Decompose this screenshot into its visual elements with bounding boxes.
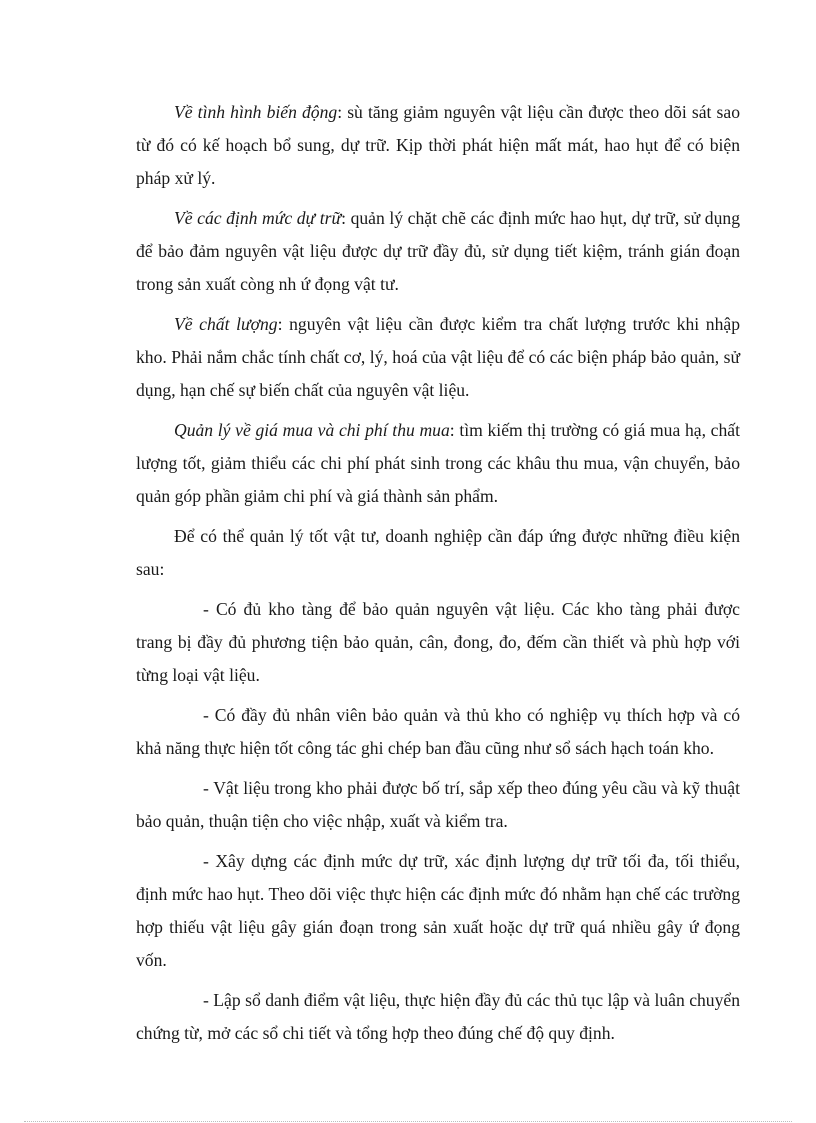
paragraph-lead: Về chất lượng (174, 314, 278, 334)
condition-item-norms: - Xây dựng các định mức dự trữ, xác định lượng dự trữ tối đa, tối thiểu, định mức hao hụt. Theo dõi việc thực hiện các định mức đó nhằm hạn chế các trường hợp thiếu vật liệu gây gián đoạn trong sản xuất hoặc dự trữ quá nhiều gây ứ đọng vốn. (136, 851, 740, 970)
condition-item-storage: - Có đủ kho tàng để bảo quản nguyên vật liệu. Các kho tàng phải được trang bị đầy đủ phương tiện bảo quản, cân, đong, đo, đếm cần thiết và phù hợp với từng loại vật liệu. (136, 599, 740, 685)
page-bottom-rule (24, 1121, 792, 1122)
document-page (136, 96, 740, 1057)
paragraph-conditions-intro (136, 520, 740, 586)
condition-item-staff: - Có đầy đủ nhân viên bảo quản và thủ kho có nghiệp vụ thích hợp và có khả năng thực hiện tốt công tác ghi chép ban đầu cũng như sổ sách hạch toán kho. (136, 705, 740, 758)
paragraph-inventory-movement (136, 96, 740, 195)
paragraph-text: : quản lý chặt chẽ các định mức hao hụt, dự trữ, sử dụng để bảo đảm nguyên vật liệu được dự trữ đầy đủ, sử dụng tiết kiệm, tránh gián đoạn trong sản xuất còng nh ứ đọng vật tư. (136, 208, 740, 294)
paragraph-text: Để có thể quản lý tốt vật tư, doanh nghiệp cần đáp ứng được những điều kiện sau: (136, 526, 740, 579)
paragraph-text: : tìm kiếm thị trường có giá mua hạ, chất lượng tốt, giảm thiểu các chi phí phát sinh trong các khâu thu mua, vận chuyển, bảo quản góp phần giảm chi phí và giá thành sản phẩm. (136, 420, 740, 506)
paragraph-quality (136, 308, 740, 407)
paragraph-reserve-norms (136, 202, 740, 301)
condition-item-arrangement: - Vật liệu trong kho phải được bố trí, sắp xếp theo đúng yêu cầu và kỹ thuật bảo quản, thuận tiện cho việc nhập, xuất và kiểm tra. (136, 778, 740, 831)
paragraph-lead: Về các định mức dự trữ (174, 208, 342, 228)
paragraph-text: : nguyên vật liệu cần được kiểm tra chất lượng trước khi nhập kho. Phải nắm chắc tính chất cơ, lý, hoá của vật liệu để có các biện pháp bảo quản, sử dụng, hạn chế sự biến chất của nguyên vật liệu. (136, 314, 740, 400)
paragraph-text: : sù tăng giảm nguyên vật liệu cần được theo dõi sát sao từ đó có kế hoạch bổ sung, dự trữ. Kịp thời phát hiện mất mát, hao hụt để có biện pháp xử lý. (136, 102, 740, 188)
paragraph-purchase-cost (136, 414, 740, 513)
paragraph-lead: Về tình hình biến động (174, 102, 338, 122)
paragraph-lead: Quản lý về giá mua và chi phí thu mua (174, 420, 450, 440)
condition-item-records: - Lập sổ danh điểm vật liệu, thực hiện đầy đủ các thủ tục lập và luân chuyển chứng từ, mở các sổ chi tiết và tổng hợp theo đúng chế độ quy định. (136, 990, 740, 1043)
